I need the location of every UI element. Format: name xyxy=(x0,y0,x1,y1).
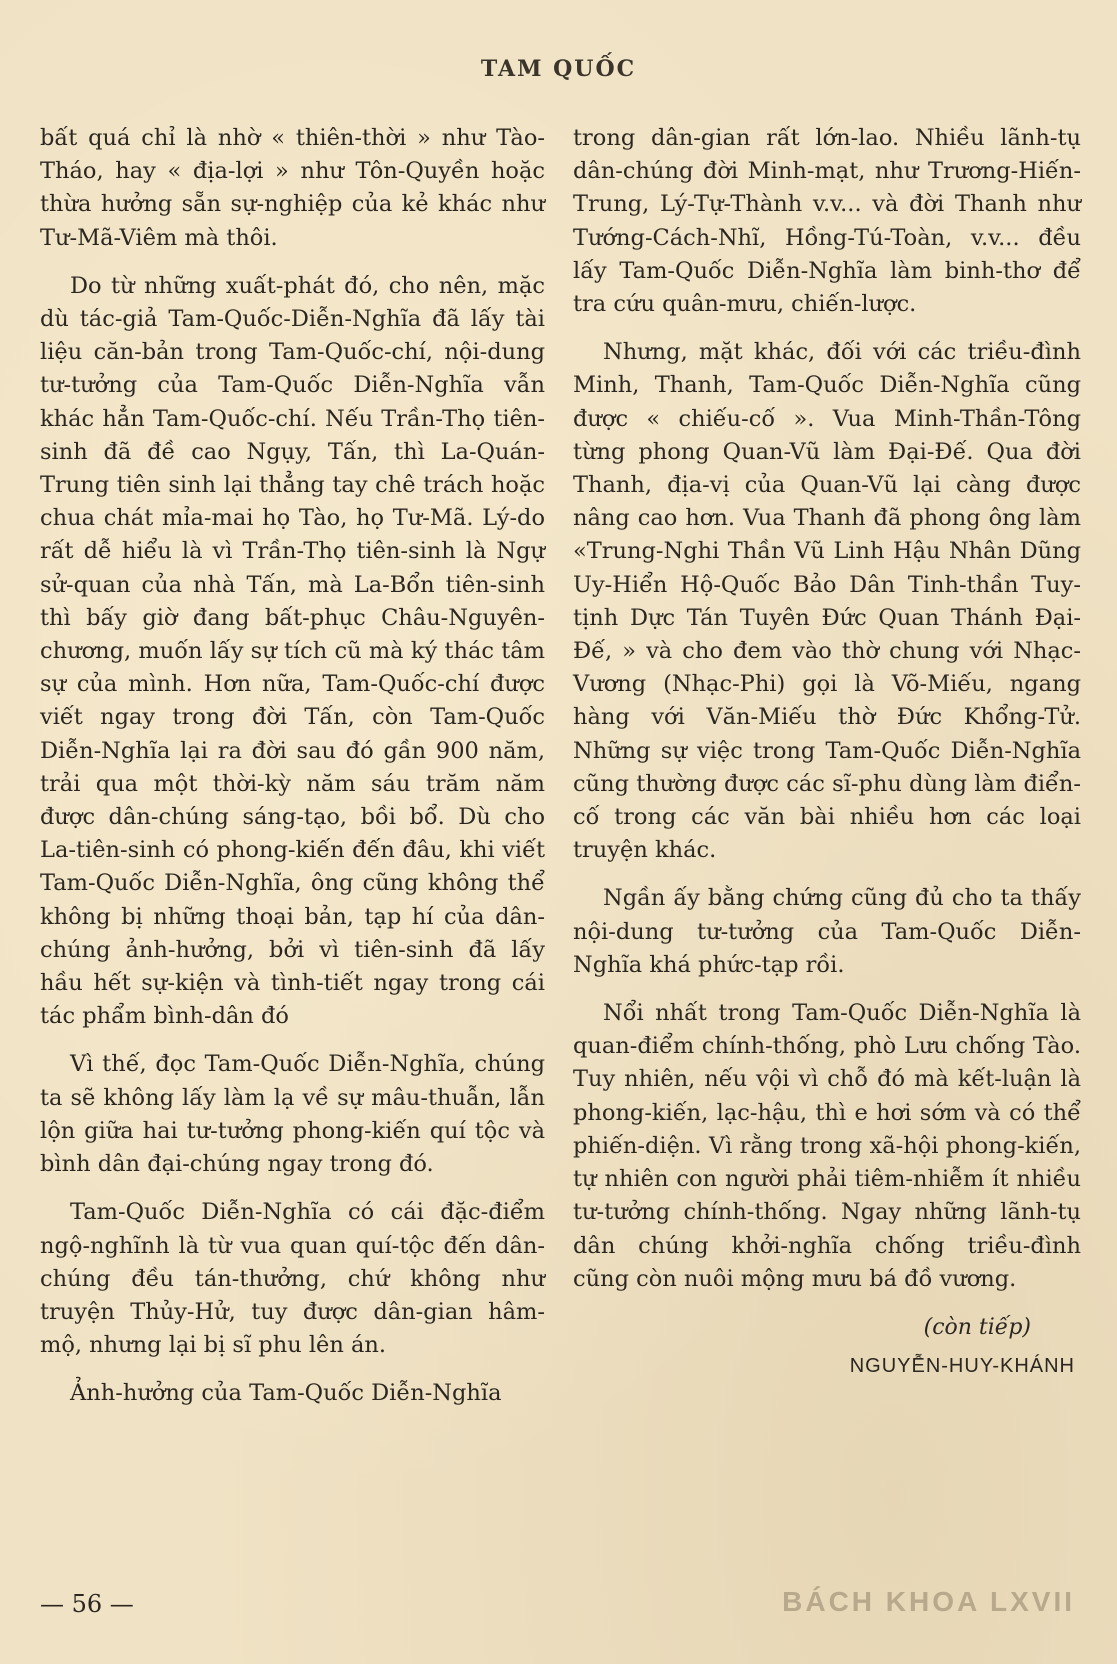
running-header: TAM QUỐC xyxy=(480,56,637,82)
paragraph: Nhưng, mặt khác, đối với các triều-đình Minh, Thanh, Tam-Quốc Diễn-Nghĩa cũng được « chiếu-cố ». Vua Minh-Thần-Tông từng phong Quan-Vũ làm Đại-Đế. Qua đời Thanh, địa-vị của Quan-Vũ lại càng được nâng cao hơn. Vua Thanh đã phong ông làm «Trung-Nghi Thần Vũ Linh Hậu Nhân Dũng Uy-Hiển Hộ-Quốc Bảo Dân Tinh-thần Tuy-tịnh Dực Tán Tuyên Đức Quan Thánh Đại-Đế, » và cho đem vào thờ chung với Nhạc-Vương (Nhạc-Phi) gọi là Võ-Miếu, ngang hàng với Văn-Miếu thờ Đức Khổng-Tử. Những sự việc trong Tam-Quốc Diễn-Nghĩa cũng thường được các sĩ-phu dùng làm điển-cố trong các văn bài nhiều hơn các loại truyện khác. xyxy=(573,339,1081,864)
author-name: NGUYỄN-HUY-KHÁNH xyxy=(849,1355,1075,1378)
page-number: — 56 — xyxy=(40,1590,134,1618)
paragraph: trong dân-gian rất lớn-lao. Nhiều lãnh-tụ dân-chúng đời Minh-mạt, như Trương-Hiến-Trung, Lý-Tự-Thành v.v... và đời Thanh như Tướng-Cách-Nhĩ, Hồng-Tú-Toàn, v.v... đều lấy Tam-Quốc Diễn-Nghĩa làm binh-thơ để tra cứu quân-mưu, chiến-lược. xyxy=(573,125,1081,318)
paragraph: Do từ những xuất-phát đó, cho nên, mặc dù tác-giả Tam-Quốc-Diễn-Nghĩa đã lấy tài liệu căn-bản trong Tam-Quốc-chí, nội-dung tư-tưởng của Tam-Quốc Diễn-Nghĩa vẫn khác hẳn Tam-Quốc-chí. Nếu Trần-Thọ tiên-sinh đã đề cao Ngụy, Tấn, thì La-Quán-Trung tiên sinh lại thẳng tay chê trách hoặc chua chát mỉa-mai họ Tào, họ Tư-Mã. Lý-do rất dễ hiểu là vì Trần-Thọ tiên-sinh là Ngự sử-quan của nhà Tấn, mà La-Bổn tiên-sinh thì bấy giờ đang bất-phục Châu-Nguyên-chương, muốn lấy sự tích cũ mà ký thác tâm sự của mình. Hơn nữa, Tam-Quốc-chí được viết ngay trong đời Tấn, còn Tam-Quốc Diễn-Nghĩa lại ra đời sau đó gần 900 năm, trải qua một thời-kỳ năm sáu trăm năm được dân-chúng sáng-tạo, bồi bổ. Dù cho La-tiên-sinh có phong-kiến đến đâu, khi viết Tam-Quốc Diễn-Nghĩa, ông cũng không thể không bị những thoại bản, tạp hí của dân-chúng ảnh-hưởng, bởi vì tiên-sinh đã lấy hầu hết sự-kiện và tình-tiết ngay trong cái tác phẩm bình-dân đó xyxy=(40,272,545,1030)
paragraph: Tam-Quốc Diễn-Nghĩa có cái đặc-điểm ngộ-nghĩnh là từ vua quan quí-tộc đến dân-chúng đều tán-thưởng, chứ không như truyện Thủy-Hử, tuy được dân-gian hâm-mộ, nhưng lại bị sĩ phu lên án. xyxy=(40,1199,545,1359)
paragraph: Nổi nhất trong Tam-Quốc Diễn-Nghĩa là quan-điểm chính-thống, phò Lưu chống Tào. Tuy nhiên, nếu vội vì chỗ đó mà kết-luận là phong-kiến, lạc-hậu, thì e hơi sớm và có thể phiến-diện. Vì rằng trong xã-hội phong-kiến, tự nhiên con người phải tiêm-nhiễm ít nhiều tư-tưởng chính-thống. Ngay những lãnh-tụ dân chúng khởi-nghĩa chống triều-đình cũng còn nuôi mộng mưu bá đồ vương. xyxy=(573,1000,1081,1292)
paragraph: Ảnh-hưởng của Tam-Quốc Diễn-Nghĩa xyxy=(70,1380,502,1407)
continued-note: (còn tiếp) xyxy=(923,1314,1031,1340)
magazine-footer: BÁCH KHOA LXVII xyxy=(782,1586,1075,1617)
paragraph: bất quá chỉ là nhờ « thiên-thời » như Tào-Tháo, hay « địa-lợi » như Tôn-Quyền hoặc thừa hưởng sẵn sự-nghiệp của kẻ khác như Tư-Mã-Viêm mà thôi. xyxy=(40,125,545,251)
right-column xyxy=(573,122,1081,1383)
paragraph: Ngần ấy bằng chứng cũng đủ cho ta thấy nội-dung tư-tưởng của Tam-Quốc Diễn-Nghĩa khá phức-tạp rồi. xyxy=(573,885,1081,978)
left-column xyxy=(40,122,545,1426)
paragraph: Vì thế, đọc Tam-Quốc Diễn-Nghĩa, chúng ta sẽ không lấy làm lạ về sự mâu-thuẫn, lẫn lộn giữa hai tư-tưởng phong-kiến quí tộc và bình dân đại-chúng ngay trong đó. xyxy=(40,1051,545,1178)
